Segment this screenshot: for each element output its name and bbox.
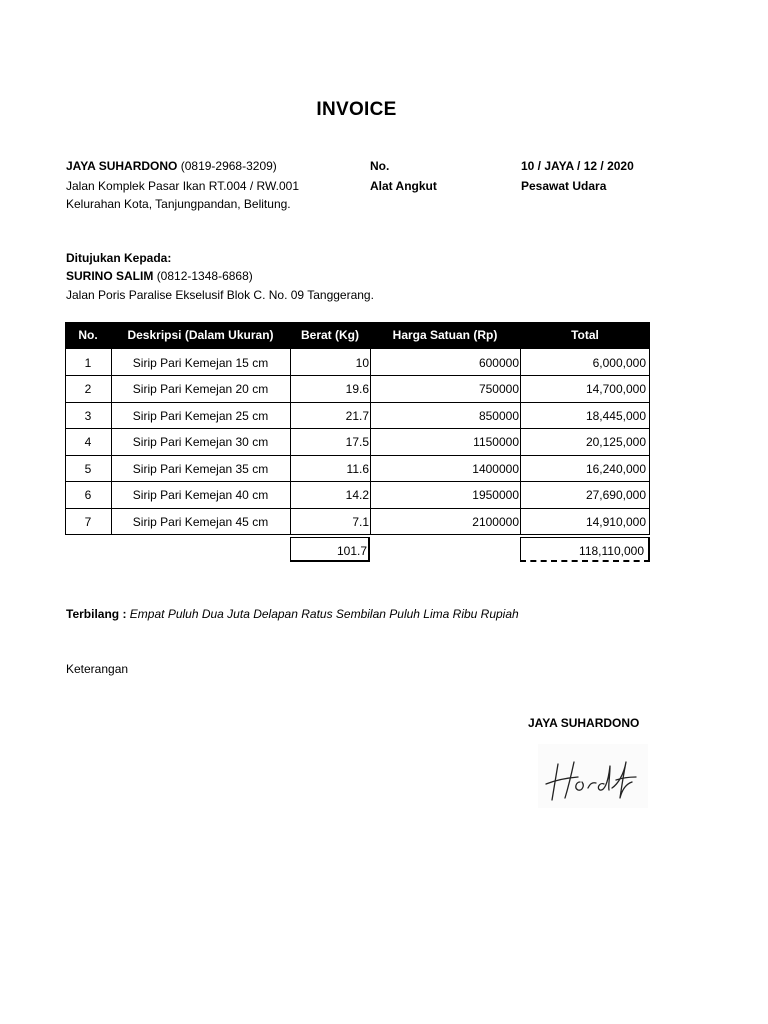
cell-berat: 21.7: [345, 409, 369, 423]
sum-berat: 101.7: [290, 537, 370, 562]
table-row: [65, 455, 650, 481]
cell-no: 4: [84, 435, 92, 449]
cell-no: 1: [84, 356, 92, 370]
cell-berat: 7.1: [352, 515, 369, 529]
cell-desc: Sirip Pari Kemejan 25 cm: [132, 409, 269, 423]
seller-name-line: [66, 159, 277, 173]
cell-total: 14,910,000: [585, 515, 646, 529]
table-header: [65, 322, 650, 349]
table-row: [65, 508, 650, 534]
header-desc: Deskripsi (Dalam Ukuran): [127, 328, 274, 342]
invoice-no-value: 10 / JAYA / 12 / 2020: [521, 159, 634, 173]
cell-berat: 19.6: [345, 382, 369, 396]
cell-berat: 10: [355, 356, 369, 370]
grid-line: [65, 402, 650, 403]
terbilang-line: [66, 607, 519, 621]
grid-line: [65, 455, 650, 456]
cell-total: 18,445,000: [585, 409, 646, 423]
header-no: No.: [78, 328, 98, 342]
signer-name: JAYA SUHARDONO: [528, 716, 640, 730]
cell-harga: 1400000: [472, 462, 519, 476]
cell-harga: 750000: [478, 382, 519, 396]
cell-harga: 1150000: [473, 435, 519, 449]
grid-line: [65, 375, 650, 376]
table-row: [65, 428, 650, 454]
invoice-no-label: No.: [370, 159, 390, 173]
cell-no: 5: [84, 462, 92, 476]
cell-desc: Sirip Pari Kemejan 30 cm: [132, 435, 269, 449]
cell-total: 27,690,000: [585, 488, 646, 502]
table-row: [65, 402, 650, 428]
cell-berat: 17.5: [345, 435, 369, 449]
seller-address-line2: Kelurahan Kota, Tanjungpandan, Belitung.: [66, 197, 291, 211]
cell-desc: Sirip Pari Kemejan 45 cm: [132, 515, 269, 529]
cell-harga: 600000: [478, 356, 519, 370]
cell-no: 7: [84, 515, 92, 529]
table-row: [65, 349, 650, 375]
recipient-name: SURINO SALIM: [66, 269, 154, 283]
grid-line: [65, 428, 650, 429]
table-row: [65, 375, 650, 401]
invoice-title: INVOICE: [316, 99, 397, 120]
table-row: [65, 481, 650, 507]
cell-no: 3: [84, 409, 92, 423]
cell-no: 2: [84, 382, 92, 396]
seller-name: JAYA SUHARDONO: [66, 159, 178, 173]
cell-harga: 850000: [478, 409, 519, 423]
recipient-phone: (0812-1348-6868): [156, 269, 253, 283]
cell-desc: Sirip Pari Kemejan 40 cm: [132, 488, 269, 502]
cell-desc: Sirip Pari Kemejan 20 cm: [132, 382, 269, 396]
recipient-label: Ditujukan Kepada:: [66, 251, 172, 265]
grid-line: [65, 481, 650, 482]
terbilang-value: Empat Puluh Dua Juta Delapan Ratus Sembilan Puluh Lima Ribu Rupiah: [129, 607, 519, 621]
header-total: Total: [571, 328, 599, 342]
cell-harga: 1950000: [472, 488, 519, 502]
cell-berat: 11.6: [346, 462, 369, 476]
seller-address-line1: Jalan Komplek Pasar Ikan RT.004 / RW.001: [66, 179, 300, 193]
seller-phone: (0819-2968-3209): [180, 159, 277, 173]
header-harga: Harga Satuan (Rp): [392, 328, 498, 342]
cell-total: 14,700,000: [585, 382, 646, 396]
signature-image: [538, 744, 648, 808]
grid-line: [65, 534, 650, 535]
grid-line: [65, 508, 650, 509]
cell-desc: Sirip Pari Kemejan 35 cm: [132, 462, 269, 476]
header-berat: Berat (Kg): [300, 328, 359, 342]
cell-total: 20,125,000: [585, 435, 646, 449]
recipient-address: Jalan Poris Paralise Ekselusif Blok C. No. 09 Tanggerang.: [66, 288, 374, 302]
cell-total: 6,000,000: [592, 356, 646, 370]
transport-label: Alat Angkut: [370, 179, 437, 193]
cell-harga: 2100000: [472, 515, 519, 529]
cell-no: 6: [84, 488, 92, 502]
terbilang-label: Terbilang :: [66, 607, 127, 621]
sum-total: 118,110,000: [520, 537, 650, 562]
cell-desc: Sirip Pari Kemejan 15 cm: [132, 356, 269, 370]
keterangan-label: Keterangan: [66, 662, 129, 676]
cell-berat: 14.2: [345, 488, 369, 502]
recipient-name-line: [66, 269, 253, 283]
transport-value: Pesawat Udara: [521, 179, 607, 193]
cell-total: 16,240,000: [585, 462, 646, 476]
